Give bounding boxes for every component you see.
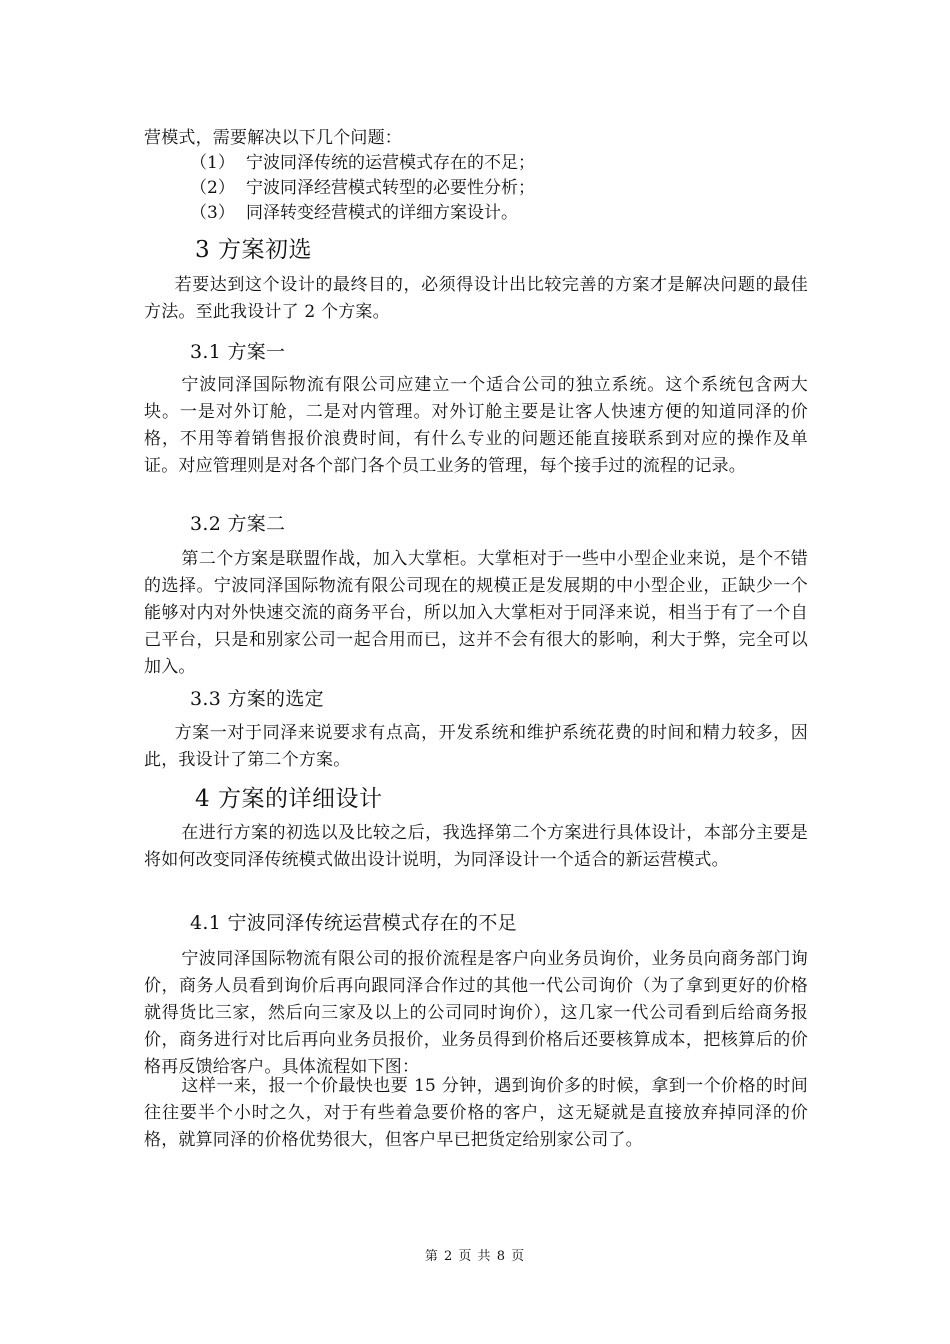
problem-number: （1） bbox=[190, 153, 235, 173]
section-3-1-heading: 3.1 方案一 bbox=[190, 341, 286, 363]
section-3-paragraph: 若要达到这个设计的最终目的，必须得设计出比较完善的方案才是解决问题的最佳方法。至此我设计了 2 个方案。 bbox=[144, 275, 808, 322]
problem-item-2 bbox=[190, 176, 535, 200]
section-3-3-paragraph: 方案一对于同泽来说要求有点高，开发系统和维护系统花费的时间和精力较多，因此，我设计了第二个方案。 bbox=[144, 723, 808, 770]
section-3-2-heading: 3.2 方案二 bbox=[190, 513, 286, 535]
section-4-paragraph: 在进行方案的初选以及比较之后，我选择第二个方案进行具体设计，本部分主要是将如何改变同泽传统模式做出设计说明，为同泽设计一个适合的新运营模式。 bbox=[144, 823, 808, 870]
intro-line: 营模式，需要解决以下几个问题： bbox=[144, 128, 402, 148]
section-4-heading: 4 方案的详细设计 bbox=[195, 786, 383, 812]
section-3-2-paragraph: 第二个方案是联盟作战，加入大掌柜。大掌柜对于一些中小型企业来说，是个不错的选择。宁波同泽国际物流有限公司现在的规模正是发展期的中小型企业，正缺少一个能够对内对外快速交流的商务平台，所以加入大掌柜对于同泽来说，相当于有了一个自己平台，只是和别家公司一起合用而已，这并不会有很大的影响，利大于弊，完全可以加入。 bbox=[144, 549, 808, 677]
section-4-1-heading: 4.1 宁波同泽传统运营模式存在的不足 bbox=[190, 912, 517, 934]
section-3-heading: 3 方案初选 bbox=[195, 237, 312, 263]
problem-item-3 bbox=[190, 201, 518, 225]
problem-number: （3） bbox=[190, 203, 235, 223]
page-footer: 第 2 页 共 8 页 bbox=[424, 1249, 526, 1264]
problem-number: （2） bbox=[190, 178, 235, 198]
section-3-1-paragraph: 宁波同泽国际物流有限公司应建立一个适合公司的独立系统。这个系统包含两大块。一是对外订舱，二是对内管理。对外订舱主要是让客人快速方便的知道同泽的价格，不用等着销售报价浪费时间，有什么专业的问题还能直接联系到对应的操作及单证。对应管理则是对各个部门各个员工业务的管理，每个接手过的流程的记录。 bbox=[144, 375, 808, 476]
problem-text: 宁波同泽传统的运营模式存在的不足； bbox=[246, 153, 535, 173]
problem-text: 宁波同泽经营模式转型的必要性分析； bbox=[246, 178, 535, 198]
section-4-1-paragraph-2: 这样一来，报一个价最快也要 15 分钟，遇到询价多的时候，拿到一个价格的时间往往要半个小时之久，对于有些着急要价格的客户，这无疑就是直接放弃掉同泽的价格，就算同泽的价格优势很大，但客户早已把货定给别家公司了。 bbox=[144, 1076, 808, 1150]
section-4-1-paragraph-1: 宁波同泽国际物流有限公司的报价流程是客户向业务员询价，业务员向商务部门询价，商务人员看到询价后再向跟同泽合作过的其他一代公司询价（为了拿到更好的价格就得货比三家，然后向三家及以上的公司同时询价），这几家一代公司看到后给商务报价，商务进行对比后再向业务员报价，业务员得到价格后还要核算成本，把核算后的价格再反馈给客户。具体流程如下图： bbox=[144, 949, 808, 1077]
problem-item-1 bbox=[190, 151, 535, 175]
section-3-3-heading: 3.3 方案的选定 bbox=[190, 688, 324, 710]
problem-text: 同泽转变经营模式的详细方案设计。 bbox=[246, 203, 518, 223]
